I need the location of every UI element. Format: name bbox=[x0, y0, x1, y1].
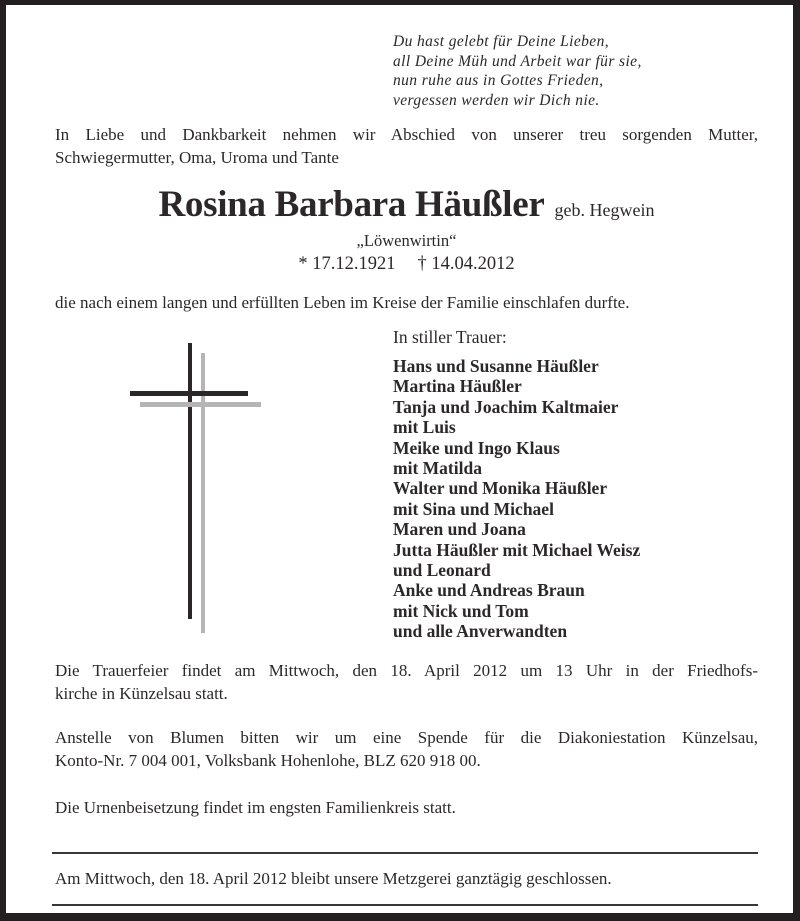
mourner-line: Walter und Monika Häußler bbox=[393, 478, 608, 499]
divider-rule-bottom bbox=[52, 904, 758, 906]
verse-line: all Deine Müh und Arbeit war für sie, bbox=[393, 52, 642, 70]
mourner-line: Anke und Andreas Braun bbox=[393, 580, 585, 601]
donation-line: Konto-Nr. 7 004 001, Volksbank Hohenlohe, BLZ 620 918 00. bbox=[55, 751, 481, 770]
mourner-line: Martina Häußler bbox=[393, 376, 522, 397]
maiden-name: geb. Hegwein bbox=[554, 200, 655, 220]
mourner-line: Hans und Susanne Häußler bbox=[393, 356, 599, 376]
verse-line: Du hast gelebt für Deine Lieben, bbox=[393, 33, 609, 50]
mourners-block bbox=[393, 327, 640, 642]
mourner-line: und alle Anverwandten bbox=[393, 621, 568, 642]
intro-paragraph bbox=[55, 123, 758, 169]
closing-line: die nach einem langen und erfüllten Leben im Kreise der Familie einschlafen durfte. bbox=[55, 293, 630, 312]
mourner-line: Meike und Ingo Klaus bbox=[393, 437, 560, 458]
memorial-verse bbox=[393, 32, 758, 110]
cross-horizontal-gray bbox=[140, 402, 261, 407]
mourning-heading: In stiller Trauer: bbox=[393, 327, 507, 347]
mourner-line: mit Matilda bbox=[393, 458, 482, 479]
mourner-line: Tanja und Joachim Kaltmaier bbox=[393, 396, 619, 417]
donation-info bbox=[55, 726, 758, 772]
deceased-name: Rosina Barbara Häußler bbox=[158, 184, 545, 225]
cross-horizontal-black bbox=[130, 391, 248, 396]
verse-line: vergessen werden wir Dich nie. bbox=[393, 91, 600, 109]
deceased-nickname: „Löwenwirtin“ bbox=[356, 231, 457, 250]
mourner-line: mit Sina und Michael bbox=[393, 498, 554, 519]
life-dates bbox=[55, 254, 758, 275]
deceased-name-row bbox=[55, 183, 758, 226]
cross-icon bbox=[55, 327, 385, 644]
intro-line: Schwiegermutter, Oma, Uroma und Tante bbox=[55, 148, 339, 167]
mourner-line: mit Nick und Tom bbox=[393, 600, 529, 621]
death-date: † 14.04.2012 bbox=[417, 254, 515, 274]
divider-rule-top bbox=[52, 852, 758, 854]
mourner-line: Jutta Häußler mit Michael Weisz bbox=[393, 539, 641, 560]
mourner-line: Maren und Joana bbox=[393, 519, 526, 540]
mourning-section bbox=[55, 327, 758, 644]
obituary-content bbox=[6, 5, 793, 906]
verse-line: nun ruhe aus in Gottes Frieden, bbox=[393, 72, 604, 89]
intro-line: In Liebe und Dankbarkeit nehmen wir Abschied von unserer treu sorgenden Mutter, bbox=[55, 125, 758, 144]
funeral-line: kirche in Künzelsau statt. bbox=[55, 684, 228, 703]
butcher-closure-notice: Am Mittwoch, den 18. April 2012 bleibt unsere Metzgerei ganztägig geschlossen. bbox=[55, 869, 612, 888]
birth-date: * 17.12.1921 bbox=[298, 254, 396, 274]
mourner-line: und Leonard bbox=[393, 560, 491, 581]
donation-line: Anstelle von Blumen bitten wir um eine Spende für die Diakoniestation Künzelsau, bbox=[55, 728, 758, 747]
funeral-line: Die Trauerfeier findet am Mittwoch, den 18. April 2012 um 13 Uhr in der Friedhofs- bbox=[55, 661, 758, 680]
cross-vertical-black bbox=[188, 343, 192, 619]
urn-info: Die Urnenbeisetzung findet im engsten Familienkreis statt. bbox=[55, 798, 456, 817]
funeral-info bbox=[55, 659, 758, 705]
mourner-line: mit Luis bbox=[393, 417, 456, 438]
